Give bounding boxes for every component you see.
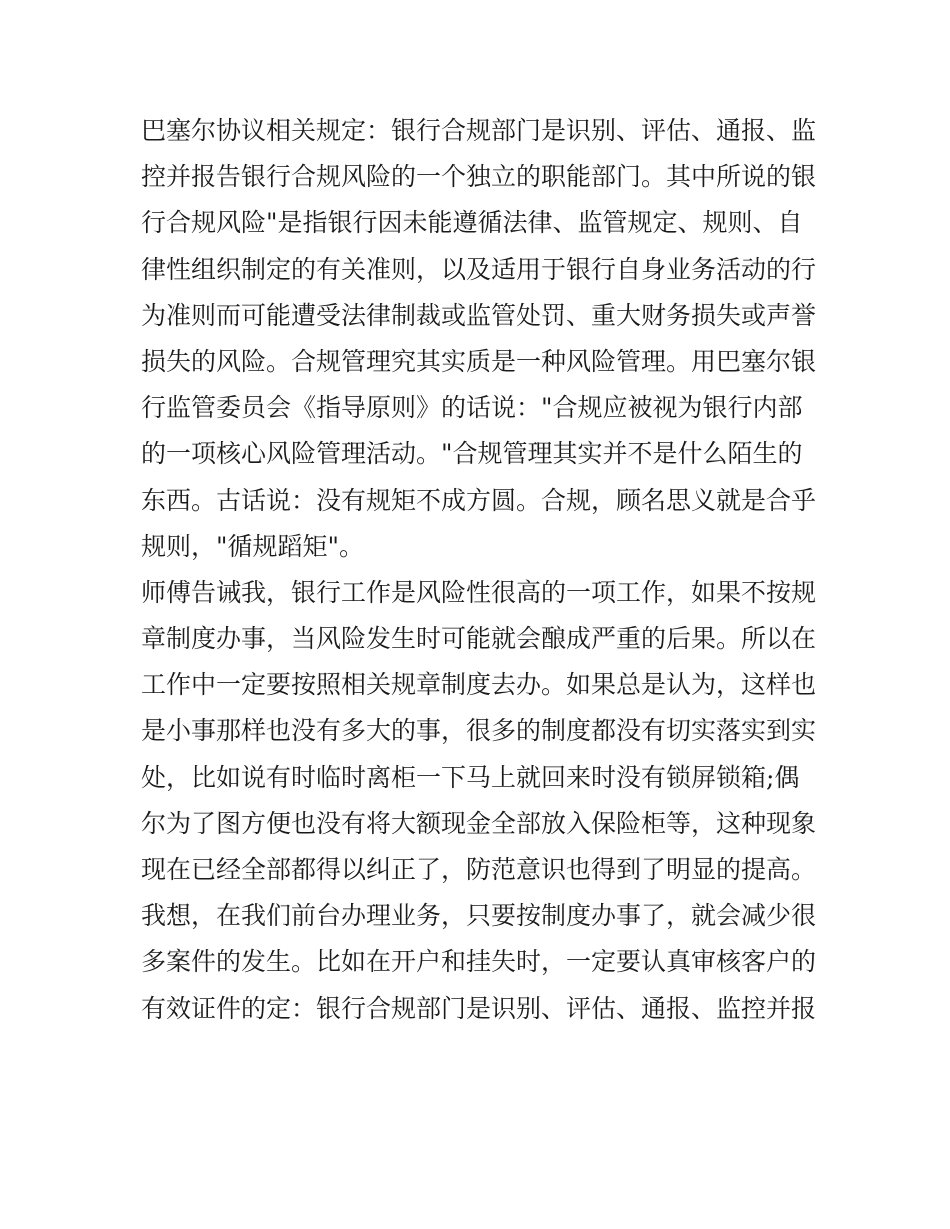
text-line: 巴塞尔协议相关规定：银行合规部门是识别、评估、通报、监	[141, 116, 817, 145]
text-line: 控并报告银行合规风险的一个独立的职能部门。其中所说的银	[141, 162, 817, 192]
text-line: 现在已经全部都得以纠正了，防范意识也得到了明显的提高。	[141, 855, 817, 884]
text-line: 损失的风险。合规管理究其实质是一种风险管理。用巴塞尔银	[141, 346, 817, 376]
text-line: 行合规风险"是指银行因未能遵循法律、监管规定、规则、自	[141, 208, 803, 238]
text-line: 有效证件的定：银行合规部门是识别、评估、通报、监控并报	[141, 993, 817, 1023]
text-line: 我想，在我们前台办理业务，只要按制度办事了，就会减少很	[141, 901, 817, 931]
text-line: 律性组织制定的有关准则，以及适用于银行自身业务活动的行	[141, 254, 817, 284]
text-line: 规则，"循规蹈矩"。	[141, 531, 364, 561]
text-line: 东西。古话说：没有规矩不成方圆。合规，顾名思义就是合乎	[141, 485, 817, 515]
text-line: 的一项核心风险管理活动。"合规管理其实并不是什么陌生的	[141, 439, 803, 469]
text-line: 尔为了图方便也没有将大额现金全部放入保险柜等，这种现象	[141, 808, 817, 838]
text-line: 工作中一定要按照相关规章制度去办。如果总是认为，这样也	[141, 670, 817, 700]
text-line: 是小事那样也没有多大的事，很多的制度都没有切实落实到实	[141, 716, 817, 746]
text-line: 处，比如说有时临时离柜一下马上就回来时没有锁屏锁箱;偶	[141, 762, 800, 792]
text-line: 为准则而可能遭受法律制裁或监管处罚、重大财务损失或声誉	[141, 300, 817, 330]
body-text	[141, 108, 821, 1032]
text-line: 多案件的发生。比如在开户和挂失时，一定要认真审核客户的	[141, 947, 817, 977]
text-line: 章制度办事，当风险发生时可能就会酿成严重的后果。所以在	[141, 624, 817, 654]
text-line: 行监管委员会《指导原则》的话说："合规应被视为银行内部	[141, 393, 803, 423]
text-line: 师傅告诫我，银行工作是风险性很高的一项工作，如果不按规	[141, 577, 817, 607]
